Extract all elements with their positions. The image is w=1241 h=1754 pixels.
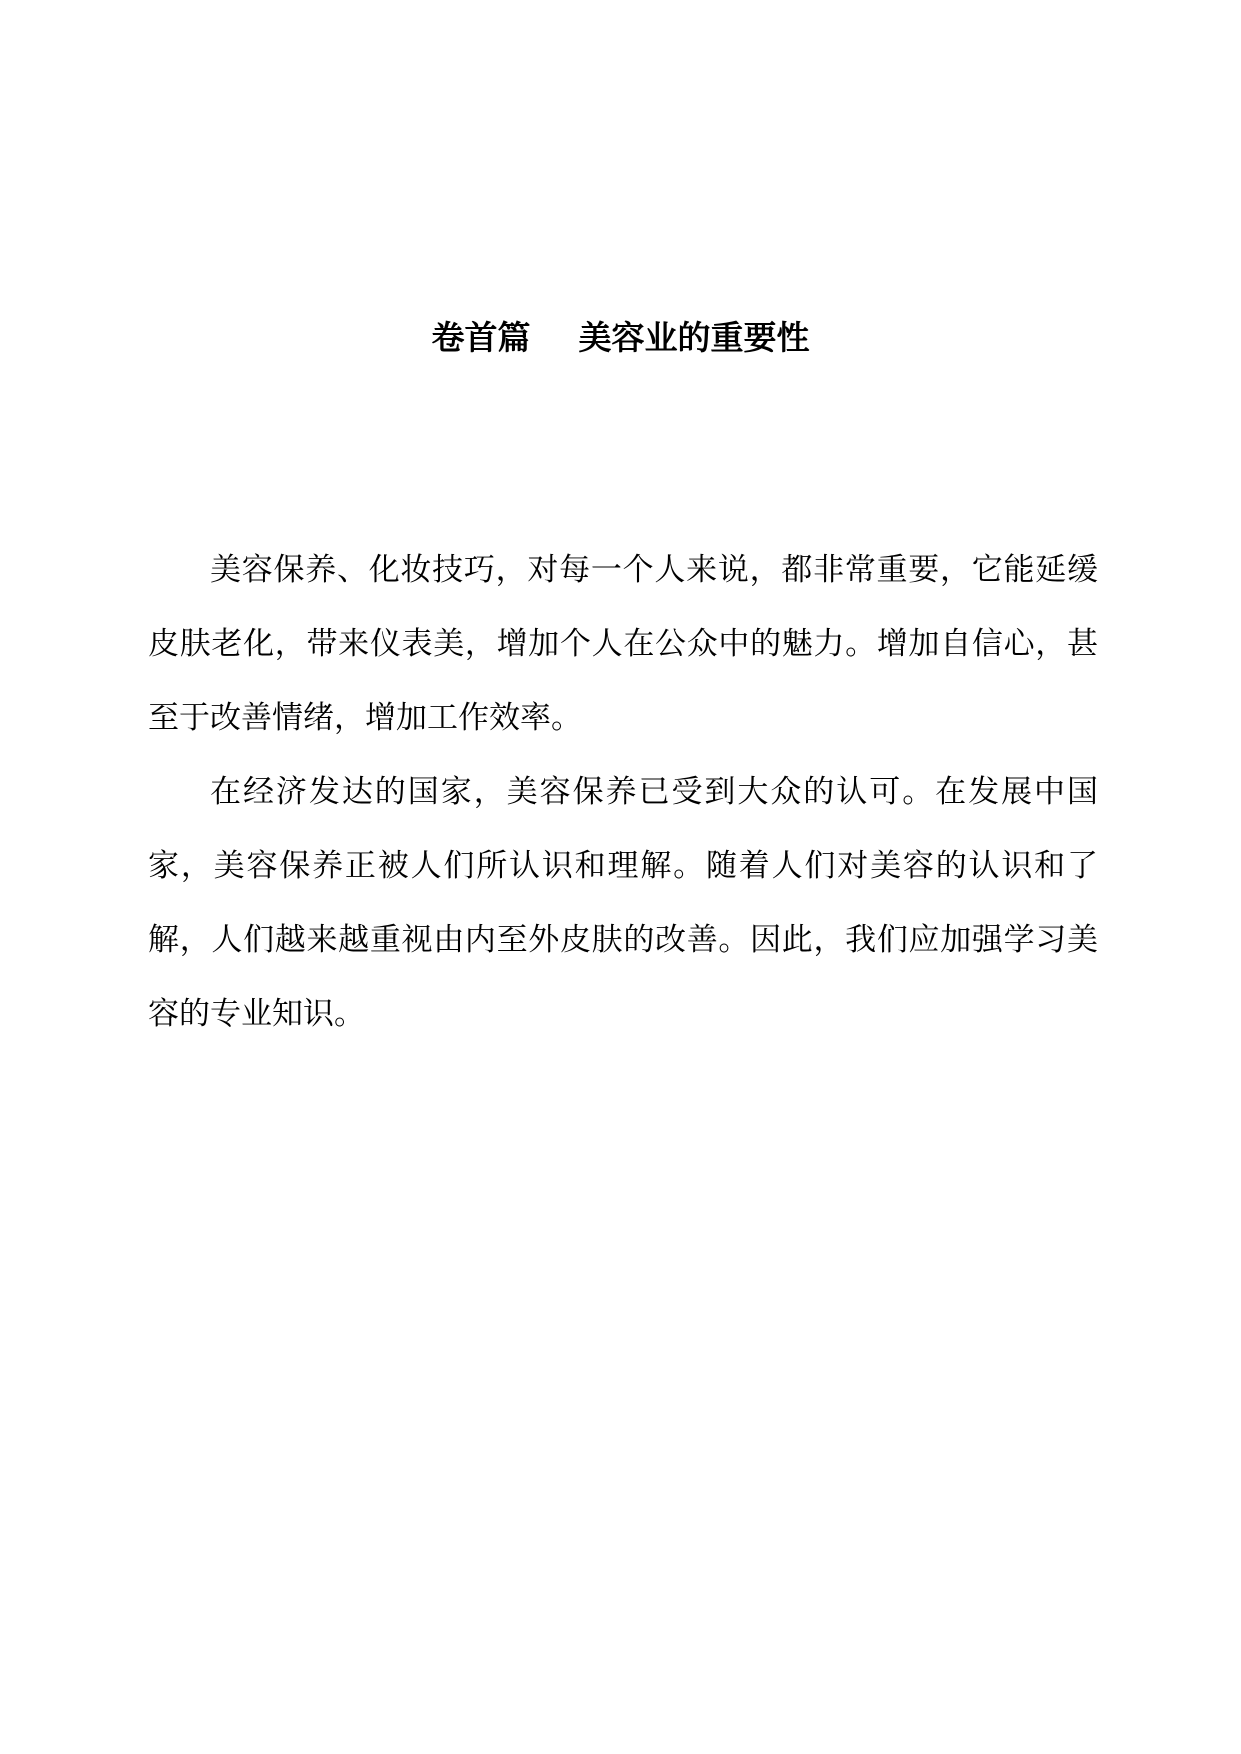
body-text (148, 533, 1098, 1051)
page-title (0, 318, 1241, 358)
title-part-subject: 美容业的重要性 (578, 318, 810, 357)
title-part-chapter: 卷首篇 (431, 318, 531, 357)
paragraph-1: 美容保养、化妆技巧，对每一个人来说，都非常重要，它能延缓皮肤老化，带来仪表美，增加个人在公众中的魅力。增加自信心，甚至于改善情绪，增加工作效率。 (148, 552, 1098, 736)
paragraph-2: 在经济发达的国家，美容保养已受到大众的认可。在发展中国家，美容保养正被人们所认识和理解。随着人们对美容的认识和了解，人们越来越重视由内至外皮肤的改善。因此，我们应加强学习美容的专业知识。 (148, 774, 1098, 1032)
